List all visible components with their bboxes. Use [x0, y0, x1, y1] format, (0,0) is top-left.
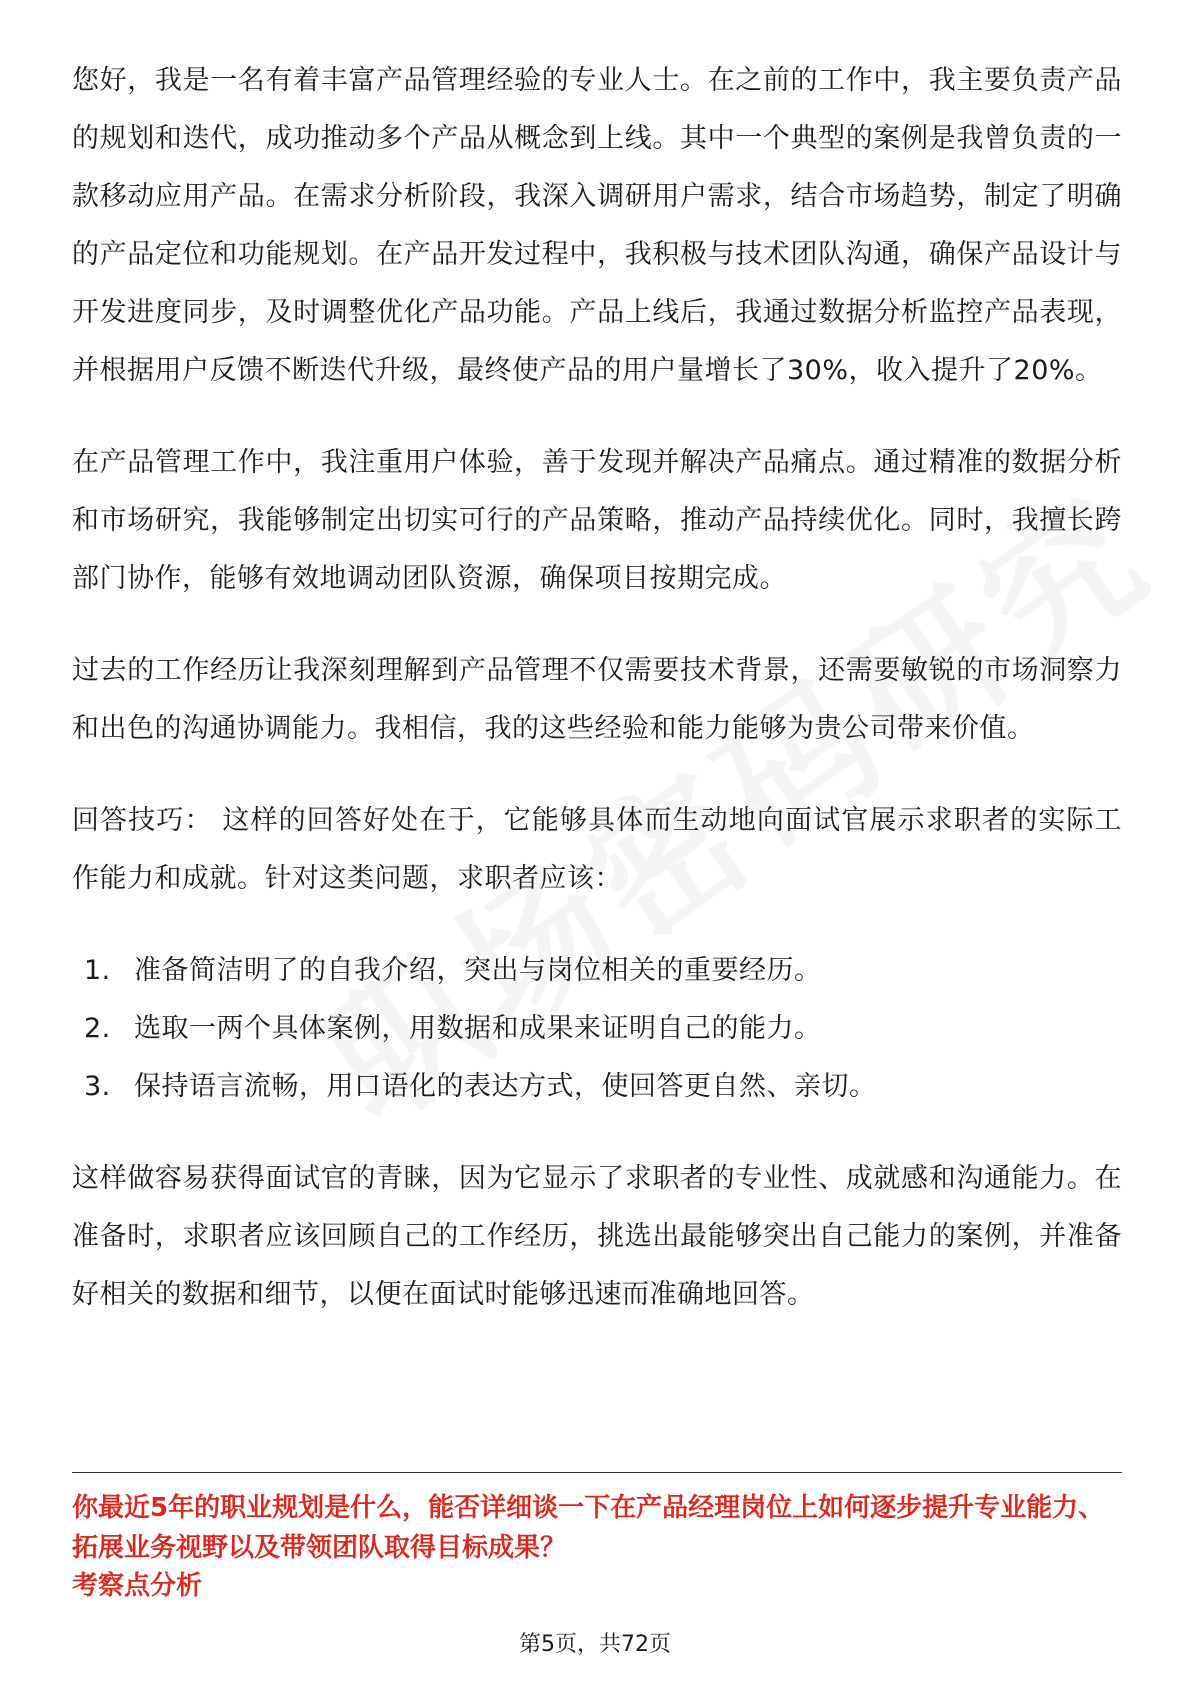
answer-tips: 回答技巧： 这样的回答好处在于，它能够具体而生动地向面试官展示求职者的实际工作能力和成就。针对这类问题，求职者应该：: [72, 805, 1122, 894]
paragraph-experience: 您好，我是一名有着丰富产品管理经验的专业人士。在之前的工作中，我主要负责产品的规划和迭代，成功推动多个产品从概念到上线。其中一个典型的案例是我曾负责的一款移动应用产品。在需求分析阶段，我深入调研用户需求，结合市场趋势，制定了明确的产品定位和功能规划。在产品开发过程中，我积极与技术团队沟通，确保产品设计与开发进度同步，及时调整优化产品功能。产品上线后，我通过数据分析监控产品表现，并根据用户反馈不断迭代升级，最终使产品的用户量增长了30%，收入提升了20%。: [72, 65, 1122, 386]
paragraph-summary: 过去的工作经历让我深刻理解到产品管理不仅需要技术背景，还需要敏锐的市场洞察力和出色的沟通协调能力。我相信，我的这些经验和能力能够为贵公司带来价值。: [72, 655, 1122, 744]
list-item-text: 保持语言流畅，用口语化的表达方式，使回答更自然、亲切。: [134, 1071, 877, 1102]
section-heading: 考察点分析: [72, 1571, 203, 1601]
list-item-number: 1.: [84, 955, 111, 986]
list-item-number: 2.: [84, 1013, 111, 1044]
list-item: [72, 1000, 1122, 1058]
list-item: [72, 942, 1122, 1000]
list-item: [72, 1058, 1122, 1116]
list-item-number: 3.: [84, 1071, 111, 1102]
page-number: 第5页，共72页: [519, 1632, 671, 1657]
paragraph-strengths: 在产品管理工作中，我注重用户体验，善于发现并解决产品痛点。通过精准的数据分析和市场研究，我能够制定出切实可行的产品策略，推动产品持续优化。同时，我擅长跨部门协作，能够有效地调动团队资源，确保项目按期完成。: [72, 447, 1122, 594]
section-divider: [72, 1472, 1122, 1473]
document-body: [72, 52, 1122, 1358]
tips-list: [72, 942, 1122, 1116]
list-item-text: 准备简洁明了的自我介绍，突出与岗位相关的重要经历。: [134, 955, 822, 986]
paragraph-conclusion: 这样做容易获得面试官的青睐，因为它显示了求职者的专业性、成就感和沟通能力。在准备时，求职者应该回顾自己的工作经历，挑选出最能够突出自己能力的案例，并准备好相关的数据和细节，以便在面试时能够迅速而准确地回答。: [72, 1163, 1122, 1310]
list-item-text: 选取一两个具体案例，用数据和成果来证明自己的能力。: [134, 1013, 822, 1044]
interview-question: 你最近5年的职业规划是什么，能否详细谈一下在产品经理岗位上如何逐步提升专业能力、拓展业务视野以及带领团队取得目标成果？: [72, 1493, 1105, 1563]
